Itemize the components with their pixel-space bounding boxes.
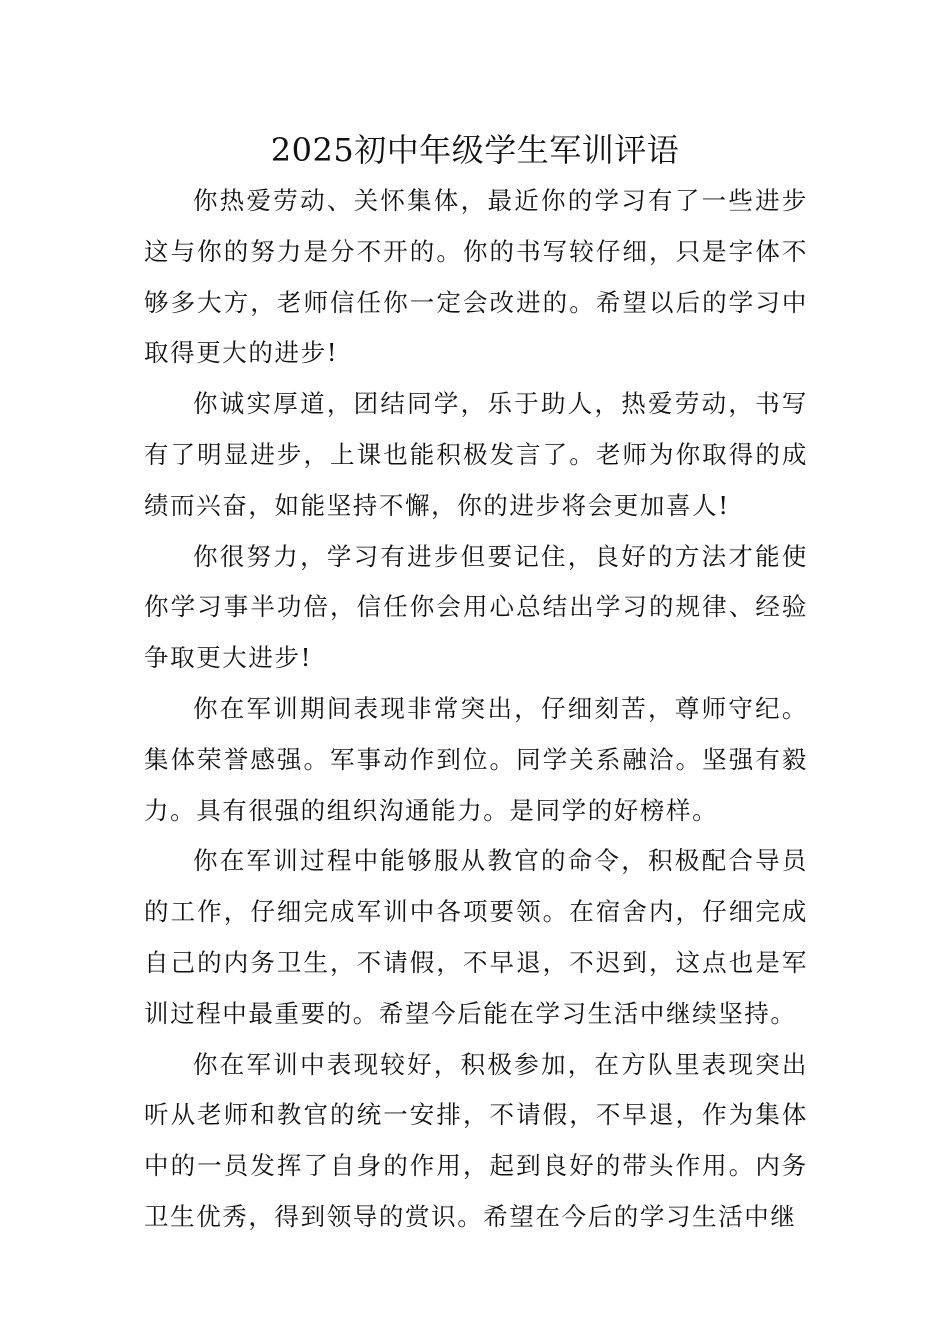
paragraph-3: 你很努力，学习有进步但要记住，良好的方法才能使你学习事半功倍，信任你会用心总结出学习的规律、经验争取更大进步! [144,541,808,673]
paragraph-6: 你在军训中表现较好，积极参加，在方队里表现突出听从老师和教官的统一安排，不请假，不早退，作为集体中的一员发挥了自身的作用，起到良好的带头作用。内务卫生优秀，得到领导的赏识。希望在今后的学习生活中继 [144,1049,808,1231]
paragraph-5: 你在军训过程中能够服从教官的命令，积极配合导员的工作，仔细完成军训中各项要领。在宿舍内，仔细完成自己的内务卫生，不请假，不早退，不迟到，这点也是军训过程中最重要的。希望今后能在学习生活中继续坚持。 [144,846,808,1028]
paragraph-2: 你诚实厚道，团结同学，乐于助人，热爱劳动，书写有了明显进步，上课也能积极发言了。老师为你取得的成绩而兴奋，如能坚持不懈，你的进步将会更加喜人! [144,389,808,520]
paragraph-4: 你在军训期间表现非常突出，仔细刻苦，尊师守纪。集体荣誉感强。军事动作到位。同学关系融洽。坚强有毅力。具有很强的组织沟通能力。是同学的好榜样。 [144,693,808,825]
paragraph-1: 你热爱劳动、关怀集体，最近你的学习有了一些进步这与你的努力是分不开的。你的书写较仔细，只是字体不够多大方，老师信任你一定会改进的。希望以后的学习中取得更大的进步! [144,186,808,368]
document-title: 2025初中年级学生军训评语 [270,131,680,169]
document-body [144,176,808,1243]
